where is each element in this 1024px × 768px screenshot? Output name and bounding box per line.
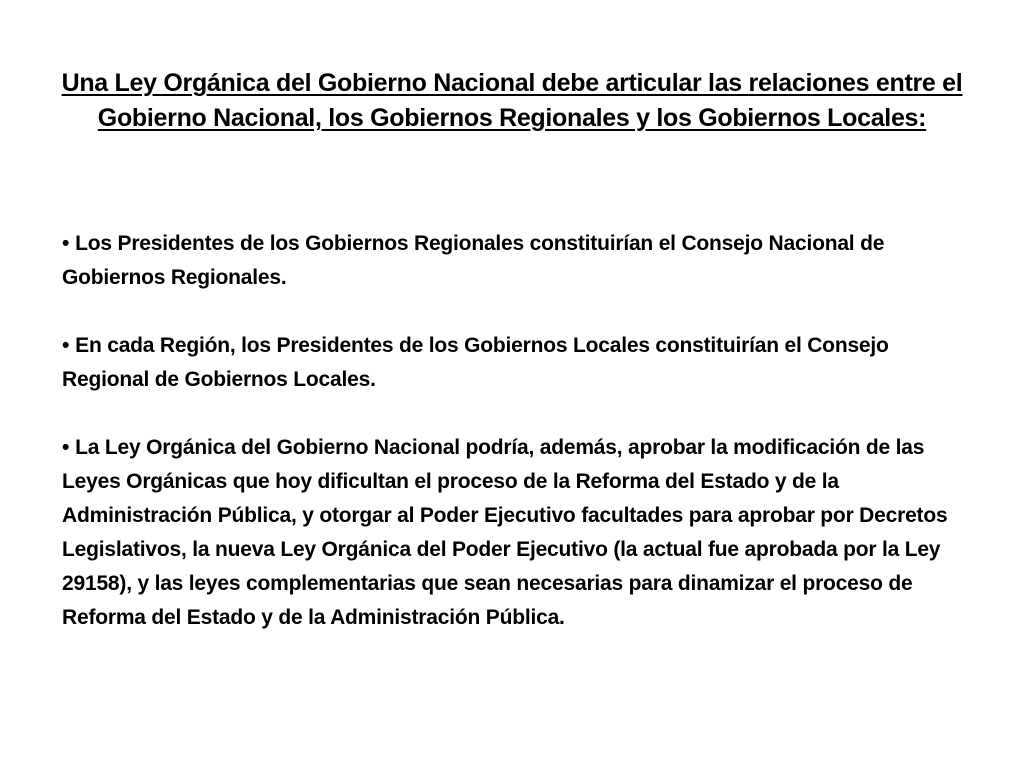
bullet-text-2: En cada Región, los Presidentes de los Gobiernos Locales constituirían el Consejo Regional de Gobiernos Locales.	[62, 334, 889, 391]
bullet-text-1: Los Presidentes de los Gobiernos Regionales constituirían el Consejo Nacional de Gobiernos Regionales.	[62, 232, 885, 289]
bullet-text-3: La Ley Orgánica del Gobierno Nacional podría, además, aprobar la modificación de las Leyes Orgánicas que hoy dificultan el proceso de la Reforma del Estado y de la Administración Pública, y otorgar al Poder Ejecutivo facultades para aprobar por Decretos Legislativos, la nueva Ley Orgánica del Poder Ejecutivo (la actual fue aprobada por la Ley 29158), y las leyes complementarias que sean necesarias para dinamizar el proceso de Reforma del Estado y de la Administración Pública.	[62, 436, 948, 629]
bullet-item-2	[62, 329, 972, 397]
bullet-icon: •	[62, 436, 70, 459]
bullet-icon: •	[62, 232, 70, 255]
bullet-item-3	[62, 431, 972, 635]
bullet-item-1	[62, 227, 972, 295]
bullet-icon: •	[62, 334, 70, 357]
slide-title: Una Ley Orgánica del Gobierno Nacional debe articular las relaciones entre el Gobierno Nacional, los Gobiernos Regionales y los Gobiernos Locales:	[61, 69, 963, 132]
bullet-list	[62, 227, 972, 635]
